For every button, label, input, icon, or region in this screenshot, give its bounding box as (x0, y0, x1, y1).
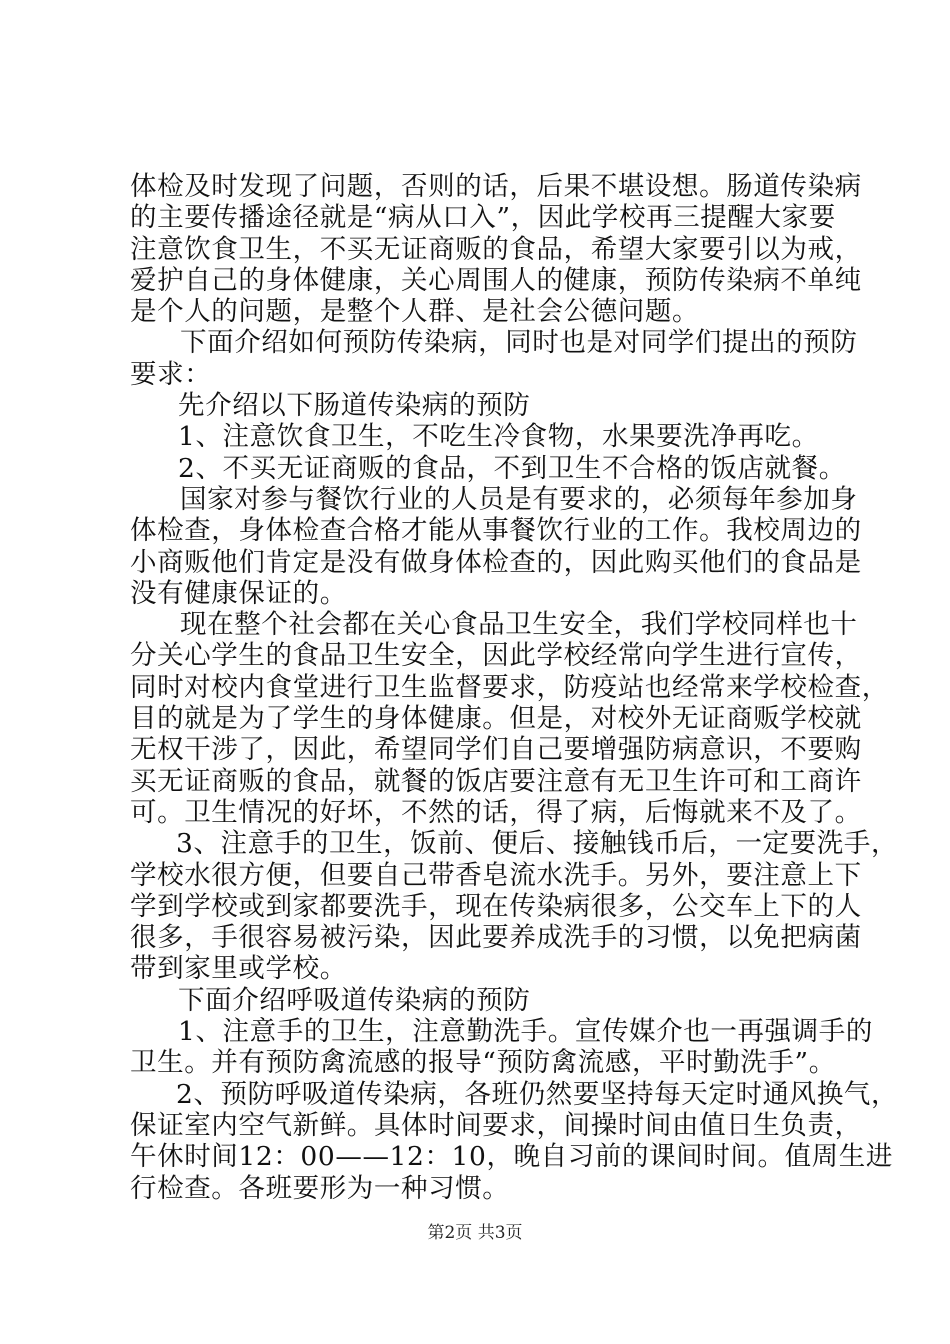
list-item: 2、预防呼吸道传染病，各班仍然要坚持每天定时通风换气， (176, 1078, 899, 1110)
list-item: 1、注意手的卫生，注意勤洗手。宣传媒介也一再强调手的 (178, 1016, 873, 1048)
text-line: 卫生。并有预防禽流感的报导“预防禽流感，平时勤洗手”。 (130, 1047, 836, 1079)
text-line: 无权干涉了，因此，希望同学们自己要增强防病意识，不要购 (130, 734, 862, 766)
list-item: 3、注意手的卫生，饭前、便后、接触钱币后，一定要洗手， (176, 828, 899, 860)
text-line: 目的就是为了学生的身体健康。但是，对校外无证商贩学校就 (130, 703, 862, 735)
document-body (130, 171, 899, 1204)
text-line: 体检及时发现了问题，否则的话，后果不堪设想。肠道传染病 (130, 171, 862, 202)
text-line: 现在整个社会都在关心食品卫生安全，我们学校同样也十 (180, 609, 858, 641)
text-line: 没有健康保证的。 (130, 577, 347, 609)
text-line: 的主要传播途径就是“病从口入”，因此学校再三提醒大家要 (130, 202, 836, 234)
text-line: 学校水很方便，但要自己带香皂流水洗手。另外，要注意上下 (130, 859, 862, 891)
text-line: 爱护自己的身体健康，关心周围人的健康，预防传染病不单纯 (130, 264, 862, 296)
text-line: 学到学校或到家都要洗手，现在传染病很多，公交车上下的人 (130, 890, 862, 922)
text-line: 小商贩他们肯定是没有做身体检查的，因此购买他们的食品是 (130, 546, 862, 578)
text-line: 很多，手很容易被污染，因此要养成洗手的习惯，以免把病菌 (130, 922, 862, 954)
list-item: 1、注意饮食卫生，不吃生冷食物，水果要洗净再吃。 (178, 421, 819, 453)
section-heading: 下面介绍呼吸道传染病的预防 (178, 984, 531, 1016)
text-line: 带到家里或学校。 (130, 953, 347, 985)
text-line: 可。卫生情况的好坏，不然的话，得了病，后悔就来不及了。 (130, 796, 862, 828)
page-number: 第2页 共3页 (427, 1223, 523, 1243)
text-line: 下面介绍如何预防传染病，同时也是对同学们提出的预防 (180, 327, 858, 359)
text-line: 保证室内空气新鲜。具体时间要求，间操时间由值日生负责， (130, 1109, 862, 1141)
text-line: 午休时间12：00——12：10，晚自习前的课间时间。值周生进 (130, 1141, 893, 1173)
text-line: 国家对参与餐饮行业的人员是有要求的，必须每年参加身 (180, 483, 858, 515)
text-line: 体检查，身体检查合格才能从事餐饮行业的工作。我校周边的 (130, 515, 862, 547)
text-line: 分关心学生的食品卫生安全，因此学校经常向学生进行宣传， (130, 640, 862, 672)
text-line: 行检查。各班要形为一种习惯。 (130, 1172, 510, 1204)
text-line: 要求： (130, 358, 212, 390)
list-item: 2、不买无证商贩的食品，不到卫生不合格的饭店就餐。 (178, 452, 846, 484)
text-line: 是个人的问题，是整个人群、是社会公德问题。 (130, 296, 700, 328)
text-line: 买无证商贩的食品，就餐的饭店要注意有无卫生许可和工商许 (130, 765, 862, 797)
text-line: 注意饮食卫生，不买无证商贩的食品，希望大家要引以为戒， (130, 233, 862, 265)
section-heading: 先介绍以下肠道传染病的预防 (178, 390, 531, 422)
text-line: 同时对校内食堂进行卫生监督要求，防疫站也经常来学校检查， (130, 671, 889, 703)
